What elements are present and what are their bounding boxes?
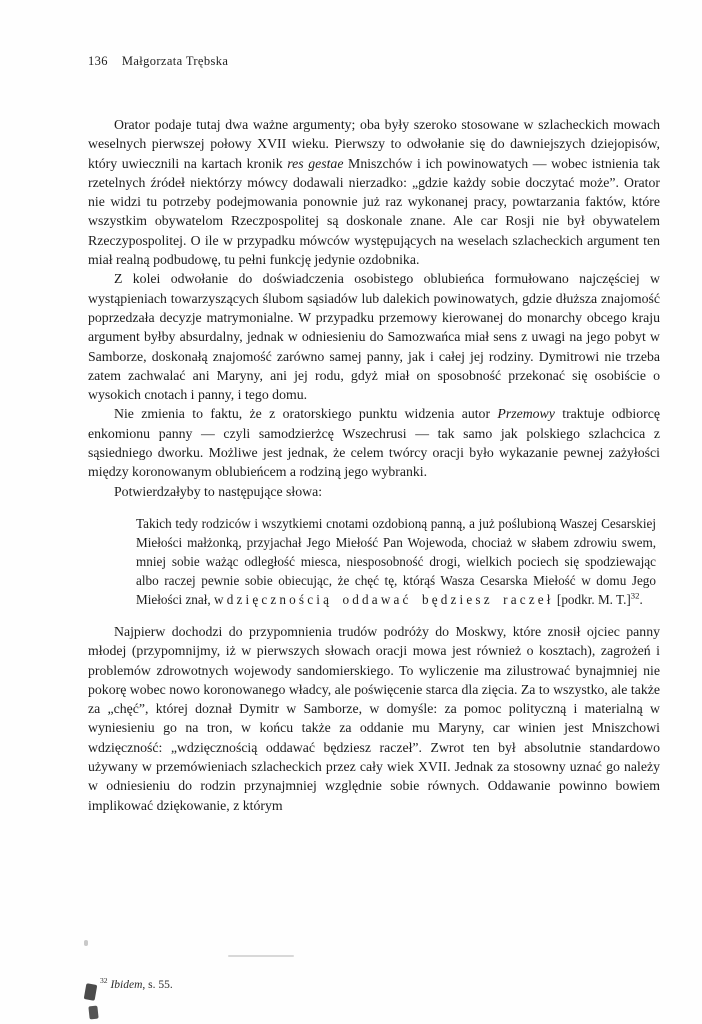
paragraph: Orator podaje tutaj dwa ważne argumenty; oba były szeroko stosowane w szlacheckich mowach weselnych pierwszej połowy XVII wieku. Pierwszy to odwołanie się do dawniejszych dziejopisów, który uwiecznili na kartach kronik res gestae Mniszchów i ich powinowatych — wobec istnienia tak rzetelnych źródeł niektórzy mówcy dodawali nierzadko: „gdzie każdy sobie doczytać może”. Orator nie widzi tu potrzeby podejmowania ponownie już raz wykonanej pracy, powtarzania faktów, które wszystkim obywatelom Rzeczpospolitej są doskonale znane. Ale car Rosji nie był obywatelem Rzeczypospolitej. O ile w przypadku mówców występujących na weselach szlacheckich argument ten miał realną podbudowę, tu pełni funkcję jedynie ozdobnika. — [88, 117, 660, 268]
page-number: 136 — [88, 54, 108, 68]
block-quote: Takich tedy rodziców i wszytkiemi cnotami ozdobioną panną, a już poślubioną Waszej Cesarskiej Miełości małżonką, przyjachał Jego Miełość Pan Wojewoda, chociaż w słabem zdrowiu swem, mniej sobie ważąc odległość miesca, niesposobność drogi, wielkich pociech się spodziewając albo raczej pewnie sobie obiecując, że chęć tę, którąś Wasza Cesarska Miełość w domu Jego Miełości znał, wdzięcznością oddawać będziesz raczeł [podkr. M. T.]$^{32}$. — [136, 515, 656, 607]
paragraph: Nie zmienia to faktu, że z oratorskiego punktu widzenia autor Przemowy traktuje odbiorcę enkomionu panny — czyli samodzierżcę Wszechrusi — tak samo jak polskiego szlachcica z sąsiedniego dworku. Możliwe jest jednak, że celem twórcy oracji było wykazanie pewnej zażyłości między koronowanym oblubieńcem a rodziną jego wybranki. — [88, 406, 660, 480]
text-block — [88, 54, 660, 815]
scan-artifact — [228, 955, 294, 957]
footnote: $^{32}$ Ibidem, s. 55. — [100, 976, 173, 991]
paragraph: Potwierdzałyby to następujące słowa: — [114, 483, 323, 499]
scan-artifact — [84, 983, 98, 1001]
scan-artifact — [88, 1006, 98, 1020]
paragraph: Z kolei odwołanie do doświadczenia osobistego oblubieńca formułowano najczęściej w wystąpieniach towarzyszących ślubom sąsiadów lub dalekich powinowatych, gdzie dłuższa znajomość poprzedzała decyzje matrymonialne. W przypadku przemowy kierowanej do monarchy obcego kraju argument byłby absurdalny, jednak w odniesieniu do Samozwańca miał sens z uwagi na jego pobyt w Samborze, doskonałą znajomość zarówno samej panny, jak i całej jej rodziny. Dymitrowi nie trzeba zatem zachwalać ani Maryny, ani jej rodu, gdyż miał on sposobność przekonać się osobiście o wysokich cnotach i panny, i tego domu. — [88, 271, 660, 403]
running-author: Małgorzata Trębska — [121, 54, 229, 68]
scan-artifact — [84, 940, 88, 946]
running-head — [88, 54, 660, 69]
paragraph: Najpierw dochodzi do przypomnienia trudów podróży do Moskwy, które znosił ojciec panny młodej (przypomnijmy, iż w pierwszych słowach oracji mowa jest również o kosztach), zagrożeń i problemów zdrowotnych wojewody sandomierskiego. To wyliczenie ma zilustrować bynajmniej nie pokorę wobec nowo koronowanego władcy, ale poświęcenie starca dla zięcia. Za to wszystko, ale także za „chęć”, której doznał Dymitr w Samborze, w domyśle: za pomoc polityczną i materialną w wyniesieniu go na tron, w końcu także za oddanie mu Maryny, car winien jest Mniszchowi wdzięczność: „wdzięcznością oddawać będziesz raczeł”. Zwrot ten był absolutnie standardowo używany w przemówieniach szlacheckich przez cały wiek XVII. Jednak za stosowny uznać go należy w odniesieniu do rodzin przynajmniej względnie sobie równych. Oddawanie powinno bowiem implikować dziękowanie, z którym — [88, 623, 660, 813]
